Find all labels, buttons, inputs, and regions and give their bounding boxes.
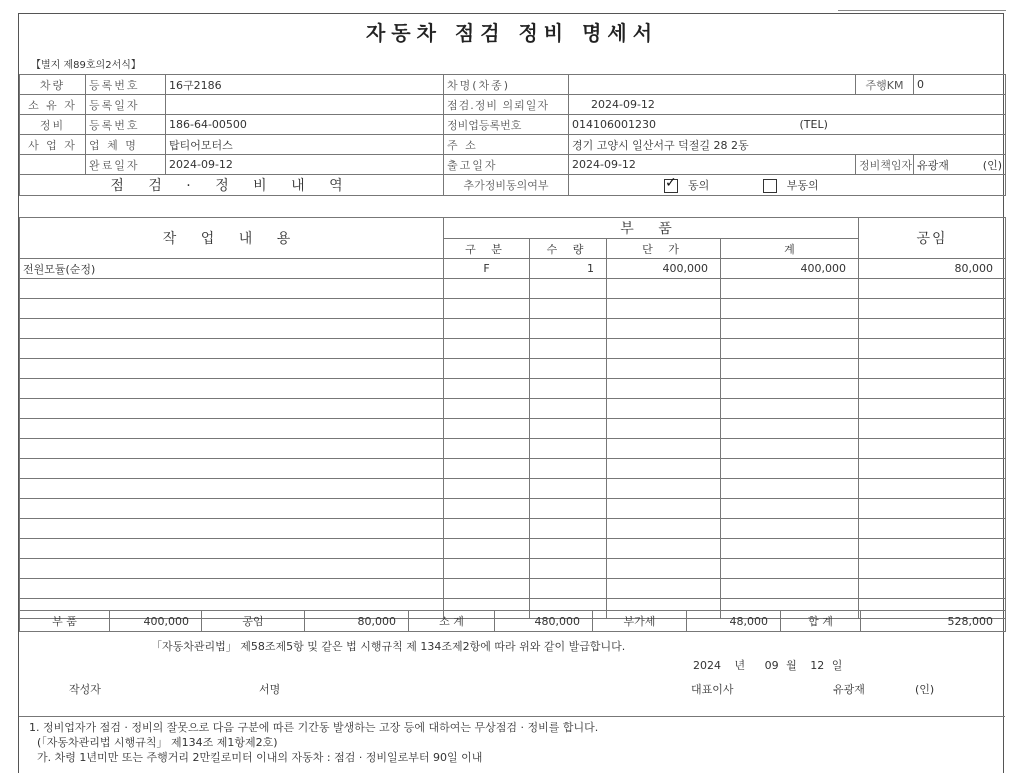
address-label: 주 소	[444, 135, 569, 155]
request-date-label: 점검.정비 의뢰일자	[444, 95, 569, 115]
item-sum	[721, 359, 859, 379]
item-qty	[530, 319, 607, 339]
item-content	[20, 419, 444, 439]
car-name-label: 차명(차종)	[444, 75, 569, 95]
item-sum	[721, 539, 859, 559]
item-row	[20, 319, 1006, 339]
tel-label: (TEL)	[799, 118, 828, 131]
item-qty	[530, 559, 607, 579]
item-qty	[530, 499, 607, 519]
item-unit-price	[607, 339, 721, 359]
total-parts: 400,000	[110, 611, 202, 632]
item-qty: 1	[530, 259, 607, 279]
item-row	[20, 439, 1006, 459]
item-sum	[721, 579, 859, 599]
item-labor	[859, 539, 1006, 559]
item-labor	[859, 499, 1006, 519]
item-content	[20, 319, 444, 339]
item-labor	[859, 519, 1006, 539]
owner-reg-date-label: 등록일자	[86, 95, 166, 115]
item-row	[20, 259, 1006, 279]
item-unit-price: 400,000	[607, 259, 721, 279]
item-labor	[859, 439, 1006, 459]
subtotal: 480,000	[495, 611, 593, 632]
biz-reg-label: 정비업등록번호	[444, 115, 569, 135]
item-unit-price	[607, 539, 721, 559]
business-row-3	[20, 155, 1006, 175]
item-type	[444, 359, 530, 379]
company-label: 업 체 명	[86, 135, 166, 155]
item-qty	[530, 419, 607, 439]
item-sum	[721, 399, 859, 419]
item-type	[444, 459, 530, 479]
item-qty	[530, 399, 607, 419]
subtotal-label: 소 계	[409, 611, 495, 632]
item-labor	[859, 419, 1006, 439]
item-row	[20, 339, 1006, 359]
document-title: 자동차 점검 정비 명세서	[365, 21, 659, 45]
item-unit-price	[607, 459, 721, 479]
col-sum-header: 계	[721, 239, 859, 259]
item-qty	[530, 359, 607, 379]
item-qty	[530, 379, 607, 399]
vat: 48,000	[687, 611, 781, 632]
item-unit-price	[607, 279, 721, 299]
item-labor	[859, 319, 1006, 339]
writer-label: 작성자	[69, 683, 101, 696]
item-unit-price	[607, 319, 721, 339]
item-row	[20, 419, 1006, 439]
item-qty	[530, 339, 607, 359]
total-parts-label: 부 품	[20, 611, 110, 632]
item-row	[20, 459, 1006, 479]
consent-options	[569, 175, 1006, 196]
biz-reg-cell	[569, 115, 1006, 135]
item-row	[20, 579, 1006, 599]
item-qty	[530, 579, 607, 599]
item-sum	[721, 379, 859, 399]
item-qty	[530, 519, 607, 539]
item-content	[20, 519, 444, 539]
item-content	[20, 279, 444, 299]
agree-checkbox[interactable]	[664, 179, 678, 193]
item-unit-price	[607, 519, 721, 539]
item-content	[20, 359, 444, 379]
item-unit-price	[607, 399, 721, 419]
business-reg-no-label: 등록번호	[86, 115, 166, 135]
request-date: 2024-09-12	[569, 95, 1006, 115]
item-sum	[721, 519, 859, 539]
item-row	[20, 279, 1006, 299]
item-type	[444, 539, 530, 559]
release-date: 2024-09-12	[569, 155, 856, 175]
items-header-row-1	[20, 218, 1006, 239]
item-qty	[530, 479, 607, 499]
item-type	[444, 379, 530, 399]
item-qty	[530, 279, 607, 299]
item-row	[20, 379, 1006, 399]
disagree-option[interactable]	[763, 179, 819, 192]
item-type	[444, 299, 530, 319]
item-qty	[530, 539, 607, 559]
mileage-value: 0	[914, 75, 1006, 95]
legal-statement: 「자동차관리법」 제58조제5항 및 같은 법 시행규칙 제 134조제2항에 따라 위와 같이 발급합니다.	[151, 640, 626, 653]
item-qty	[530, 299, 607, 319]
col-unit-header: 단 가	[607, 239, 721, 259]
owner-row-1	[20, 75, 1006, 95]
item-unit-price	[607, 499, 721, 519]
car-name	[569, 75, 856, 95]
item-rows	[20, 259, 1006, 619]
item-content	[20, 559, 444, 579]
item-type	[444, 519, 530, 539]
vat-label: 부가세	[593, 611, 687, 632]
item-sum: 400,000	[721, 259, 859, 279]
owner-reg-date	[166, 95, 444, 115]
item-unit-price	[607, 299, 721, 319]
done-date: 2024-09-12	[166, 155, 444, 175]
item-unit-price	[607, 379, 721, 399]
business-label-top: 정비	[20, 115, 86, 135]
item-type	[444, 339, 530, 359]
item-row	[20, 499, 1006, 519]
item-type	[444, 479, 530, 499]
item-labor	[859, 479, 1006, 499]
item-unit-price	[607, 559, 721, 579]
item-sum	[721, 419, 859, 439]
day-unit: 일	[831, 659, 843, 672]
month-unit: 월	[786, 659, 797, 672]
business-reg-no: 186-64-00500	[166, 115, 444, 135]
item-row	[20, 519, 1006, 539]
item-content	[20, 459, 444, 479]
issue-month: 09	[764, 659, 779, 672]
work-section-title: 점 검 · 정 비 내 역	[20, 175, 444, 196]
extra-consent-label: 추가정비동의여부	[444, 175, 569, 196]
address: 경기 고양시 일산서구 덕절길 28 2동	[569, 135, 1006, 155]
item-sum	[721, 319, 859, 339]
issue-year: 2024	[693, 659, 721, 672]
note-line-2: (「자동차관리법 시행규칙」 제134조 제1항제2호)	[37, 736, 278, 749]
total-labor-label: 공임	[202, 611, 305, 632]
item-content: 전원모듈(순정)	[20, 259, 444, 279]
maintenance-statement-form	[18, 13, 1004, 773]
work-content-header: 작 업 내 용	[20, 218, 444, 259]
work-section-row	[20, 175, 1006, 196]
item-sum	[721, 559, 859, 579]
top-edge-line	[838, 10, 1006, 11]
manager-label: 정비책임자	[856, 155, 914, 175]
item-unit-price	[607, 419, 721, 439]
item-sum	[721, 339, 859, 359]
item-type: F	[444, 259, 530, 279]
item-content	[20, 439, 444, 459]
item-sum	[721, 459, 859, 479]
owner-reg-no-label: 등록번호	[86, 75, 166, 95]
item-unit-price	[607, 359, 721, 379]
ceo-seal: (인)	[915, 683, 935, 696]
item-sum	[721, 479, 859, 499]
grand-total-label: 합 계	[781, 611, 861, 632]
item-type	[444, 439, 530, 459]
item-content	[20, 539, 444, 559]
item-content	[20, 499, 444, 519]
item-labor	[859, 399, 1006, 419]
item-row	[20, 539, 1006, 559]
item-type	[444, 319, 530, 339]
manager-seal: (인)	[982, 158, 1003, 172]
year-unit: 년	[734, 659, 746, 672]
item-labor	[859, 339, 1006, 359]
company-name: 탑티어모터스	[166, 135, 444, 155]
item-row	[20, 479, 1006, 499]
totals-table	[19, 610, 1006, 632]
item-qty	[530, 439, 607, 459]
item-type	[444, 499, 530, 519]
item-unit-price	[607, 579, 721, 599]
info-table	[19, 74, 1006, 196]
sign-label: 서명	[259, 683, 281, 696]
agree-option[interactable]	[664, 179, 713, 192]
owner-reg-no: 16구2186	[166, 75, 444, 95]
item-type	[444, 399, 530, 419]
item-sum	[721, 499, 859, 519]
business-row-2	[20, 135, 1006, 155]
total-labor: 80,000	[305, 611, 409, 632]
manager-name: 유광재	[917, 158, 949, 172]
blank-cell	[20, 155, 86, 175]
note-line-3: 가. 차령 1년미만 또는 주행거리 2만킬로미터 이내의 자동차 : 점검 · 정비일로부터 90일 이내	[37, 751, 483, 764]
totals-row	[20, 611, 1006, 632]
disagree-label: 부동의	[786, 179, 819, 192]
item-type	[444, 279, 530, 299]
item-row	[20, 359, 1006, 379]
item-unit-price	[607, 439, 721, 459]
biz-reg-number: 014106001230	[572, 118, 656, 131]
item-type	[444, 559, 530, 579]
owner-row-2	[20, 95, 1006, 115]
item-content	[20, 579, 444, 599]
ceo-name: 유광재	[833, 683, 865, 696]
done-date-label: 완료일자	[86, 155, 166, 175]
item-labor	[859, 279, 1006, 299]
labor-header: 공임	[859, 218, 1006, 259]
item-labor	[859, 459, 1006, 479]
item-labor	[859, 579, 1006, 599]
item-labor	[859, 299, 1006, 319]
item-content	[20, 479, 444, 499]
disagree-checkbox[interactable]	[763, 179, 777, 193]
item-type	[444, 579, 530, 599]
item-row	[20, 299, 1006, 319]
items-table	[19, 217, 1006, 619]
item-sum	[721, 439, 859, 459]
notes	[29, 720, 598, 765]
note-line-1: 1. 정비업자가 점검 · 정비의 잘못으로 다음 구분에 따른 기간동 발생하는 고장 등에 대하여는 무상점검 · 정비를 합니다.	[29, 721, 599, 734]
item-sum	[721, 279, 859, 299]
business-label-bottom: 사 업 자	[20, 135, 86, 155]
issue-date	[693, 657, 842, 673]
item-content	[20, 379, 444, 399]
item-content	[20, 399, 444, 419]
item-content	[20, 339, 444, 359]
owner-label-top: 차량	[20, 75, 86, 95]
col-qty-header: 수 량	[530, 239, 607, 259]
mileage-label: 주행KM	[856, 75, 914, 95]
grand-total: 528,000	[861, 611, 1006, 632]
release-date-label: 출고일자	[444, 155, 569, 175]
manager-cell	[914, 155, 1006, 175]
col-type-header: 구 분	[444, 239, 530, 259]
agree-label: 동의	[688, 179, 710, 192]
item-labor: 80,000	[859, 259, 1006, 279]
item-labor	[859, 379, 1006, 399]
notes-divider	[19, 716, 1005, 717]
item-content	[20, 299, 444, 319]
business-row-1	[20, 115, 1006, 135]
issue-day: 12	[810, 659, 825, 672]
parts-header: 부 품	[444, 218, 859, 239]
item-sum	[721, 299, 859, 319]
owner-label-bottom: 소 유 자	[20, 95, 86, 115]
item-type	[444, 419, 530, 439]
item-qty	[530, 459, 607, 479]
item-row	[20, 399, 1006, 419]
item-unit-price	[607, 479, 721, 499]
ceo-label: 대표이사	[691, 683, 734, 696]
item-labor	[859, 559, 1006, 579]
item-labor	[859, 359, 1006, 379]
item-row	[20, 559, 1006, 579]
form-number: 【별지 제89호의2서식】	[31, 60, 141, 71]
